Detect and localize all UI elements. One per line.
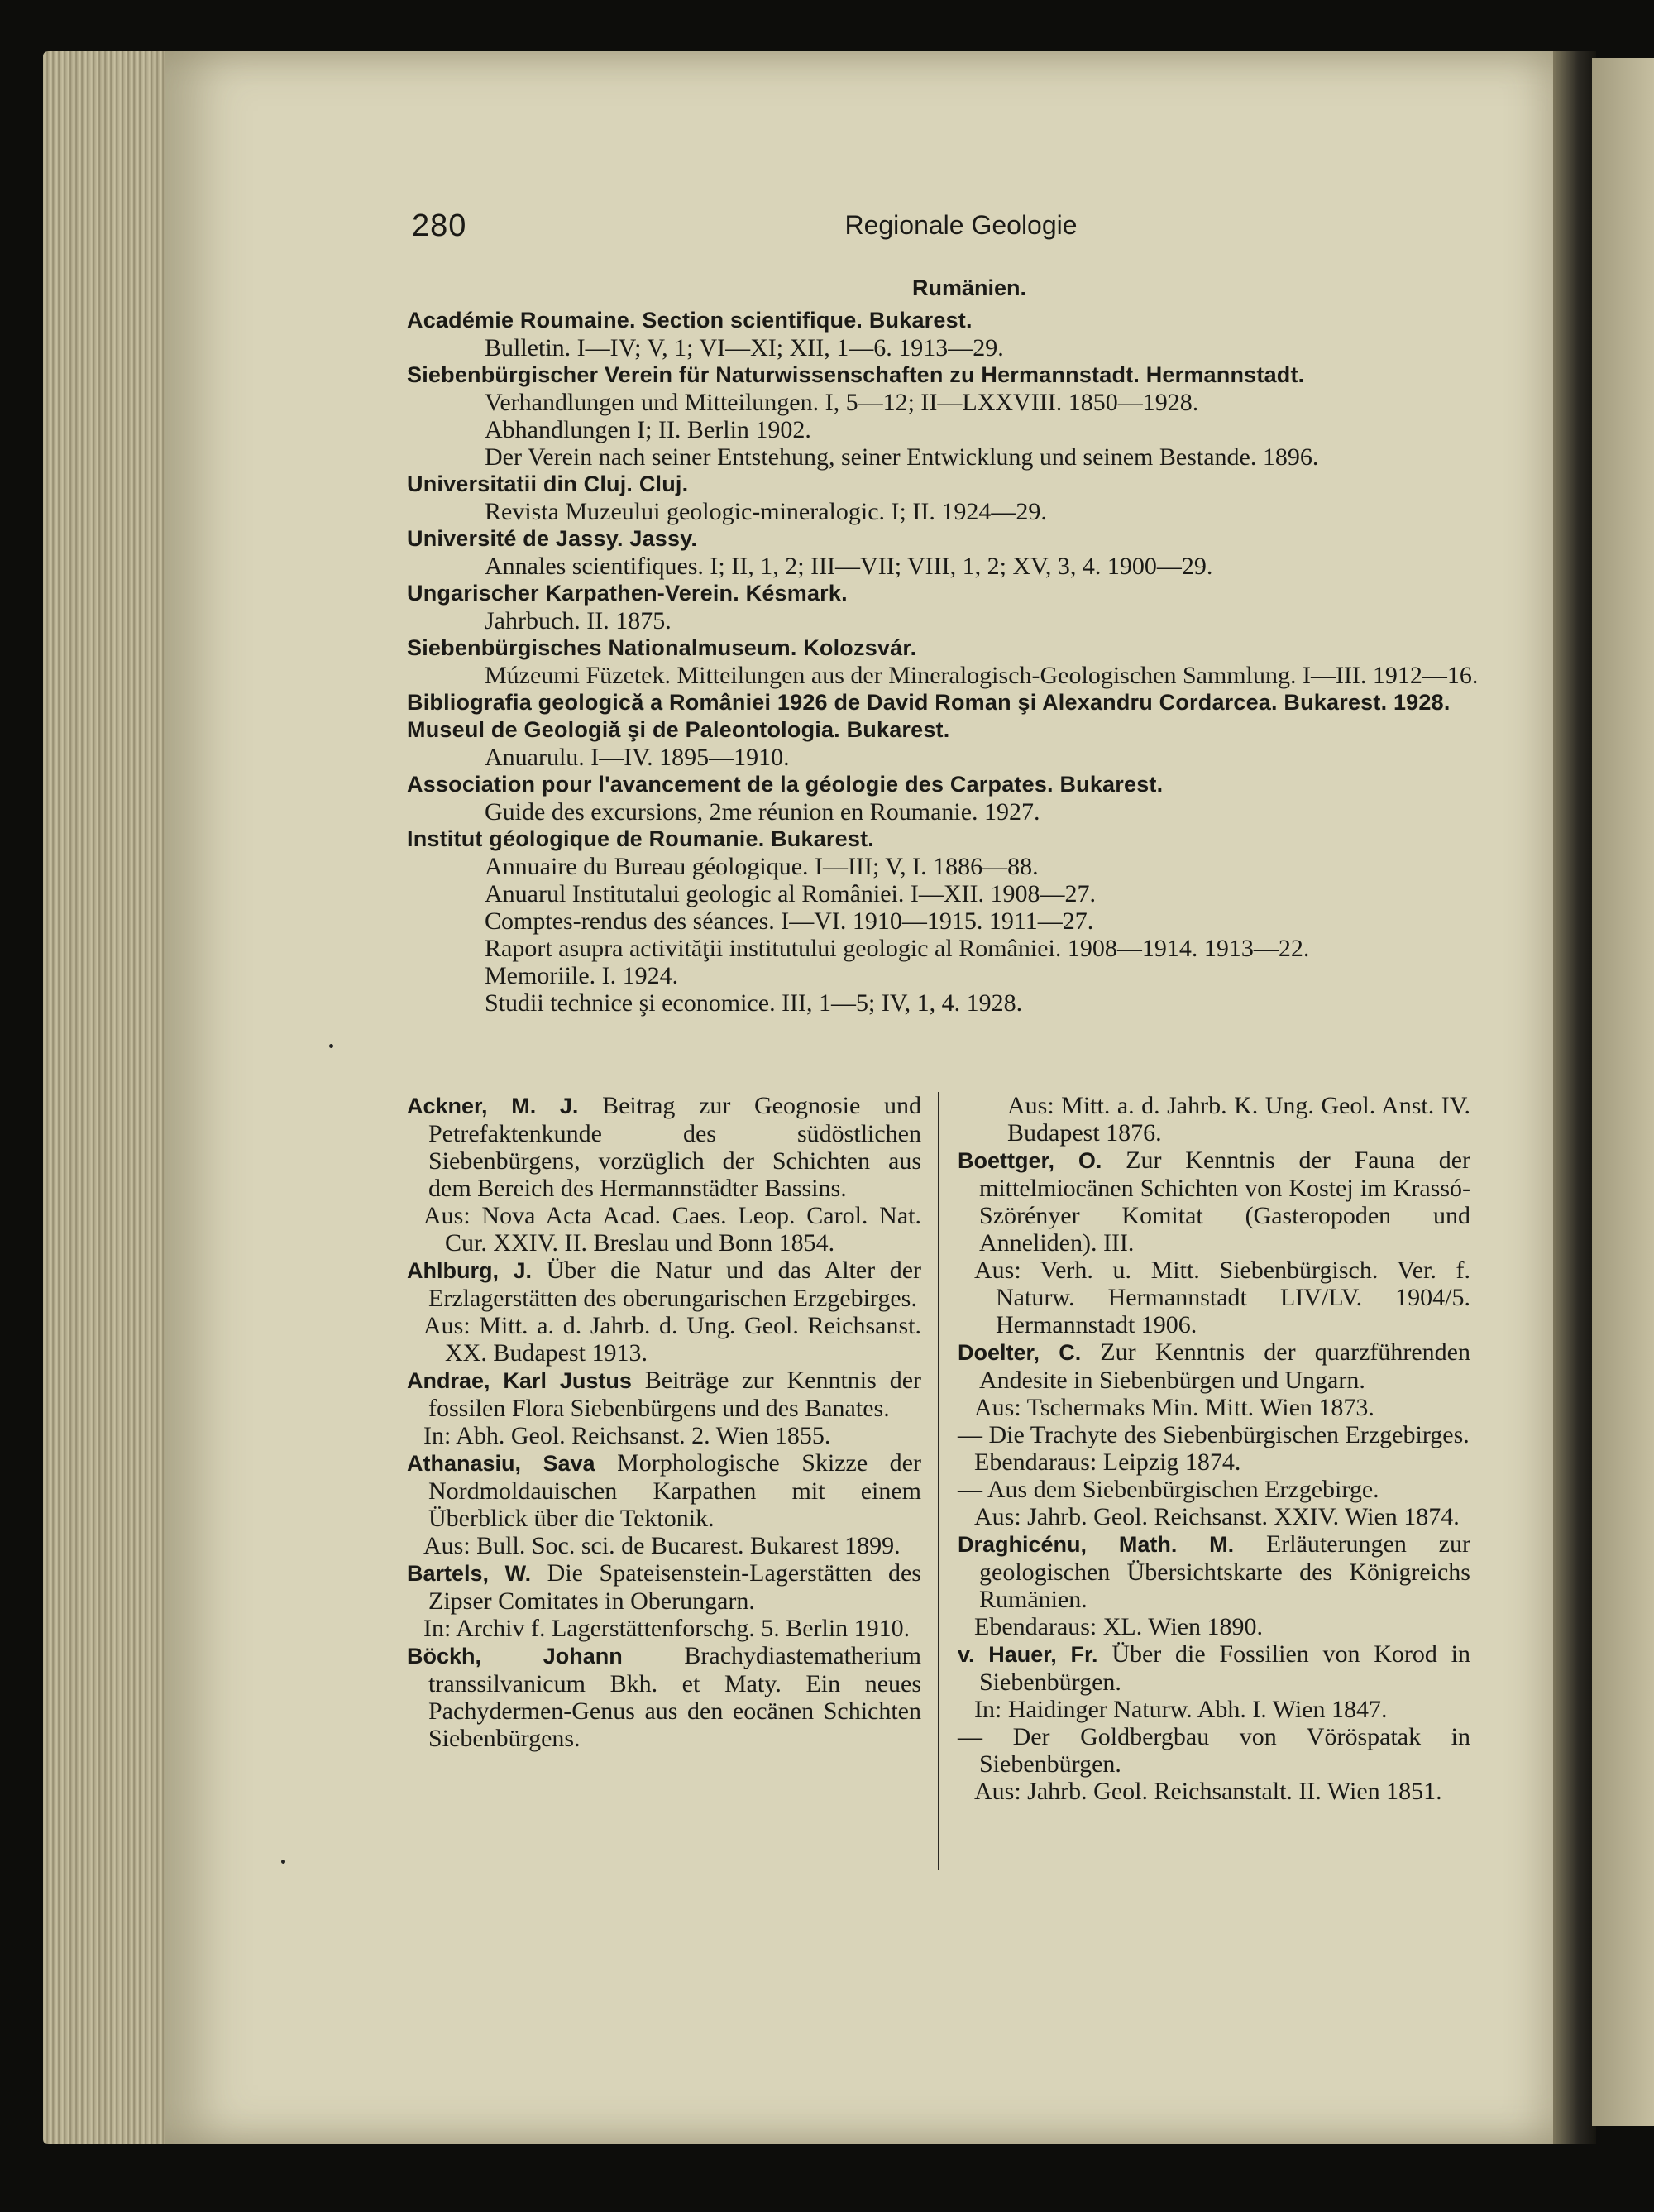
institution-entry (407, 826, 1482, 1017)
bibliography-entry (958, 1421, 1470, 1476)
publication-line: Abhandlungen I; II. Berlin 1902. (485, 416, 811, 443)
publication-line: Múzeumi Füzetek. Mitteilungen aus der Mineralogisch-Geologischen Sammlung. I—III. 1912—16. (485, 662, 1479, 689)
publication-line: Annales scientifiques. I; II, 1, 2; III—VII; VIII, 1, 2; XV, 3, 4. 1900—29. (485, 553, 1213, 580)
bibliography-entry (407, 1367, 921, 1449)
institution-entry (407, 580, 1482, 634)
entry-title: Beiträge zur Kenntnis der fossilen Flora Siebenbürgens und des Banates. (428, 1367, 922, 1422)
entry-author: v. Hauer, Fr. (958, 1642, 1098, 1667)
left-column (407, 1092, 921, 1752)
bibliography-entry (958, 1147, 1470, 1338)
book-gutter (1553, 51, 1596, 2144)
entry-author: Böckh, Johann (407, 1644, 623, 1669)
entry-title: Aus dem Siebenbürgischen Erzgebirge. (987, 1476, 1379, 1503)
entry-source: Aus: Nova Acta Acad. Caes. Leop. Carol. Nat. Cur. XXIV. II. Breslau und Bonn 1854. (423, 1202, 921, 1257)
entry-title: Über die Natur und das Alter der Erzlagerstätten des oberungarischen Erzgebirges. (428, 1257, 922, 1312)
entry-author: Ahlburg, J. (407, 1258, 533, 1283)
entry-title: Die Spateisenstein-Lagerstätten des Zipser Comitates in Oberungarn. (428, 1559, 921, 1615)
entry-title: Beitrag zur Geognosie und Petrefaktenkunde des südöstlichen Siebenbürgens, vorzüglich der Schichten aus dem Bereich des Hermannstädter Bassins. (428, 1092, 921, 1202)
institution-name: Siebenbürgisches Nationalmuseum. Kolozsvár. (407, 635, 917, 660)
bibliography-entry (958, 1530, 1470, 1640)
institution-entry (407, 689, 1482, 716)
running-title: Regionale Geologie (844, 210, 1078, 240)
publication-line: Revista Muzeului geologic-mineralogic. I; II. 1924—29. (485, 498, 1047, 525)
publication-line: Der Verein nach seiner Entstehung, seiner Entwicklung und seinem Bestande. 1896. (485, 443, 1319, 471)
publication-line: Bulletin. I—IV; V, 1; VI—XI; XII, 1—6. 1913—29. (485, 334, 1004, 361)
institution-name: Siebenbürgischer Verein für Naturwissenschaften zu Hermannstadt. Hermannstadt. (407, 362, 1305, 387)
institutions-section (407, 275, 1482, 1017)
institution-entry (407, 471, 1482, 525)
institution-entry (407, 716, 1482, 771)
institution-name: Université de Jassy. Jassy. (407, 526, 698, 551)
bibliography-entry (958, 1476, 1470, 1530)
institution-name: Museul de Geologiă şi de Paleontologia. Bukarest. (407, 717, 950, 742)
entry-author: — (958, 1476, 982, 1503)
bibliography-entry (958, 1723, 1470, 1805)
bibliography-entry (407, 1092, 921, 1257)
entry-title: Zur Kenntnis der quarzführenden Andesite in Siebenbürgen und Ungarn. (979, 1338, 1470, 1394)
entry-source: In: Archiv f. Lagerstättenforschg. 5. Berlin 1910. (423, 1615, 911, 1642)
entry-author: — (958, 1723, 982, 1750)
institution-entry (407, 307, 1482, 361)
page-header (407, 199, 1482, 248)
entry-title: Morphologische Skizze der Nordmoldauischen Karpathen mit einem Überblick über die Tektonik. (428, 1449, 921, 1532)
entry-source-continuation: Aus: Mitt. a. d. Jahrb. K. Ung. Geol. Anst. IV. Budapest 1876. (1007, 1092, 1470, 1147)
entry-source: Aus: Mitt. a. d. Jahrb. d. Ung. Geol. Reichsanst. XX. Budapest 1913. (423, 1312, 921, 1367)
bibliography-entry (958, 1640, 1470, 1723)
publication-line: Memoriile. I. 1924. (485, 962, 679, 989)
institution-entry (407, 771, 1482, 826)
entry-title: Brachydiastematherium transsilvanicum Bkh. et Maty. Ein neues Pachydermen-Genus aus den eocänen Schichten Siebenbürgens. (428, 1642, 921, 1752)
institution-entry (407, 525, 1482, 580)
right-column (958, 1092, 1470, 1805)
institution-name: Académie Roumaine. Section scientifique. Bukarest. (407, 308, 973, 333)
bibliography-entry (407, 1642, 921, 1752)
column-divider (938, 1092, 939, 1870)
entry-source: In: Abh. Geol. Reichsanst. 2. Wien 1855. (423, 1422, 831, 1449)
entry-source: Aus: Tschermaks Min. Mitt. Wien 1873. (974, 1394, 1374, 1421)
entry-author: Ackner, M. J. (407, 1094, 579, 1118)
publication-line: Verhandlungen und Mitteilungen. I, 5—12; II—LXXVIII. 1850—1928. (485, 389, 1199, 416)
publication-line: Anuarulu. I—IV. 1895—1910. (485, 744, 790, 771)
entry-author: Boettger, O. (958, 1148, 1102, 1173)
institution-name: Institut géologique de Roumanie. Bukarest. (407, 826, 874, 851)
institution-name: Association pour l'avancement de la géologie des Carpates. Bukarest. (407, 772, 1164, 797)
entry-source: Ebendaraus: XL. Wien 1890. (974, 1613, 1263, 1640)
entry-source: Aus: Bull. Soc. sci. de Bucarest. Bukarest 1899. (423, 1532, 901, 1559)
publication-line: Raport asupra activităţii institutului geologic al României. 1908—1914. 1913—22. (485, 935, 1310, 962)
entry-title: Erläuterungen zur geologischen Übersichtskarte des Königreichs Rumänien. (979, 1530, 1470, 1613)
institution-entry (407, 634, 1482, 689)
bibliography-entry (958, 1338, 1470, 1421)
entry-title: Über die Fossilien von Korod in Siebenbürgen. (979, 1640, 1470, 1696)
entry-author: Bartels, W. (407, 1561, 532, 1586)
institution-name: Universitatii din Cluj. Cluj. (407, 472, 689, 496)
entry-author: Doelter, C. (958, 1340, 1082, 1365)
section-title: Rumänien. (911, 275, 1027, 300)
entry-source: Aus: Verh. u. Mitt. Siebenbürgisch. Ver. f. Naturw. Hermannstadt LIV/LV. 1904/5. Hermannstadt 1906. (974, 1257, 1470, 1338)
entry-source: Aus: Jahrb. Geol. Reichsanst. XXIV. Wien 1874. (974, 1503, 1460, 1530)
entry-source: Aus: Jahrb. Geol. Reichsanstalt. II. Wien 1851. (974, 1778, 1442, 1805)
publication-line: Studii technice şi economice. III, 1—5; IV, 1, 4. 1928. (485, 989, 1023, 1017)
page-number: 280 (412, 208, 467, 243)
entry-source: In: Haidinger Naturw. Abh. I. Wien 1847. (974, 1696, 1388, 1723)
bibliography-entry (407, 1449, 921, 1559)
publication-line: Comptes-rendus des séances. I—VI. 1910—1915. 1911—27. (485, 907, 1094, 935)
publication-line: Anuarul Institutalui geologic al României. I—XII. 1908—27. (485, 880, 1097, 907)
page-edge-stack (43, 51, 184, 2144)
entry-title: Zur Kenntnis der Fauna der mittelmiocänen Schichten von Kostej im Krassó-Szörényer Komitat (Gasteropoden und Anneliden). III. (979, 1147, 1470, 1257)
publication-line: Annuaire du Bureau géologique. I—III; V, I. 1886—88. (485, 853, 1039, 880)
entry-author: Athanasiu, Sava (407, 1451, 595, 1476)
entry-title: Der Goldbergbau von Vöröspatak in Siebenbürgen. (979, 1723, 1471, 1778)
institution-entry (407, 361, 1482, 471)
publication-line: Guide des excursions, 2me réunion en Roumanie. 1927. (485, 798, 1040, 826)
publication-line: Jahrbuch. II. 1875. (485, 607, 672, 634)
entry-author: Draghicénu, Math. M. (958, 1532, 1235, 1557)
entry-title: Die Trachyte des Siebenbürgischen Erzgebirges. (988, 1421, 1470, 1448)
entry-author: Andrae, Karl Justus (407, 1368, 632, 1393)
facing-page-edge (1592, 58, 1654, 2126)
page-speck (329, 1044, 333, 1048)
institution-name: Bibliografia geologică a României 1926 de David Roman şi Alexandru Cordarcea. Bukarest. 1928. (407, 690, 1451, 715)
bibliography-entry (407, 1257, 921, 1367)
institution-name: Ungarischer Karpathen-Verein. Késmark. (407, 581, 848, 606)
page-speck (281, 1860, 285, 1864)
bibliography-entry (407, 1559, 921, 1642)
entry-author: — (958, 1421, 982, 1448)
entry-source: Ebendaraus: Leipzig 1874. (974, 1448, 1241, 1476)
